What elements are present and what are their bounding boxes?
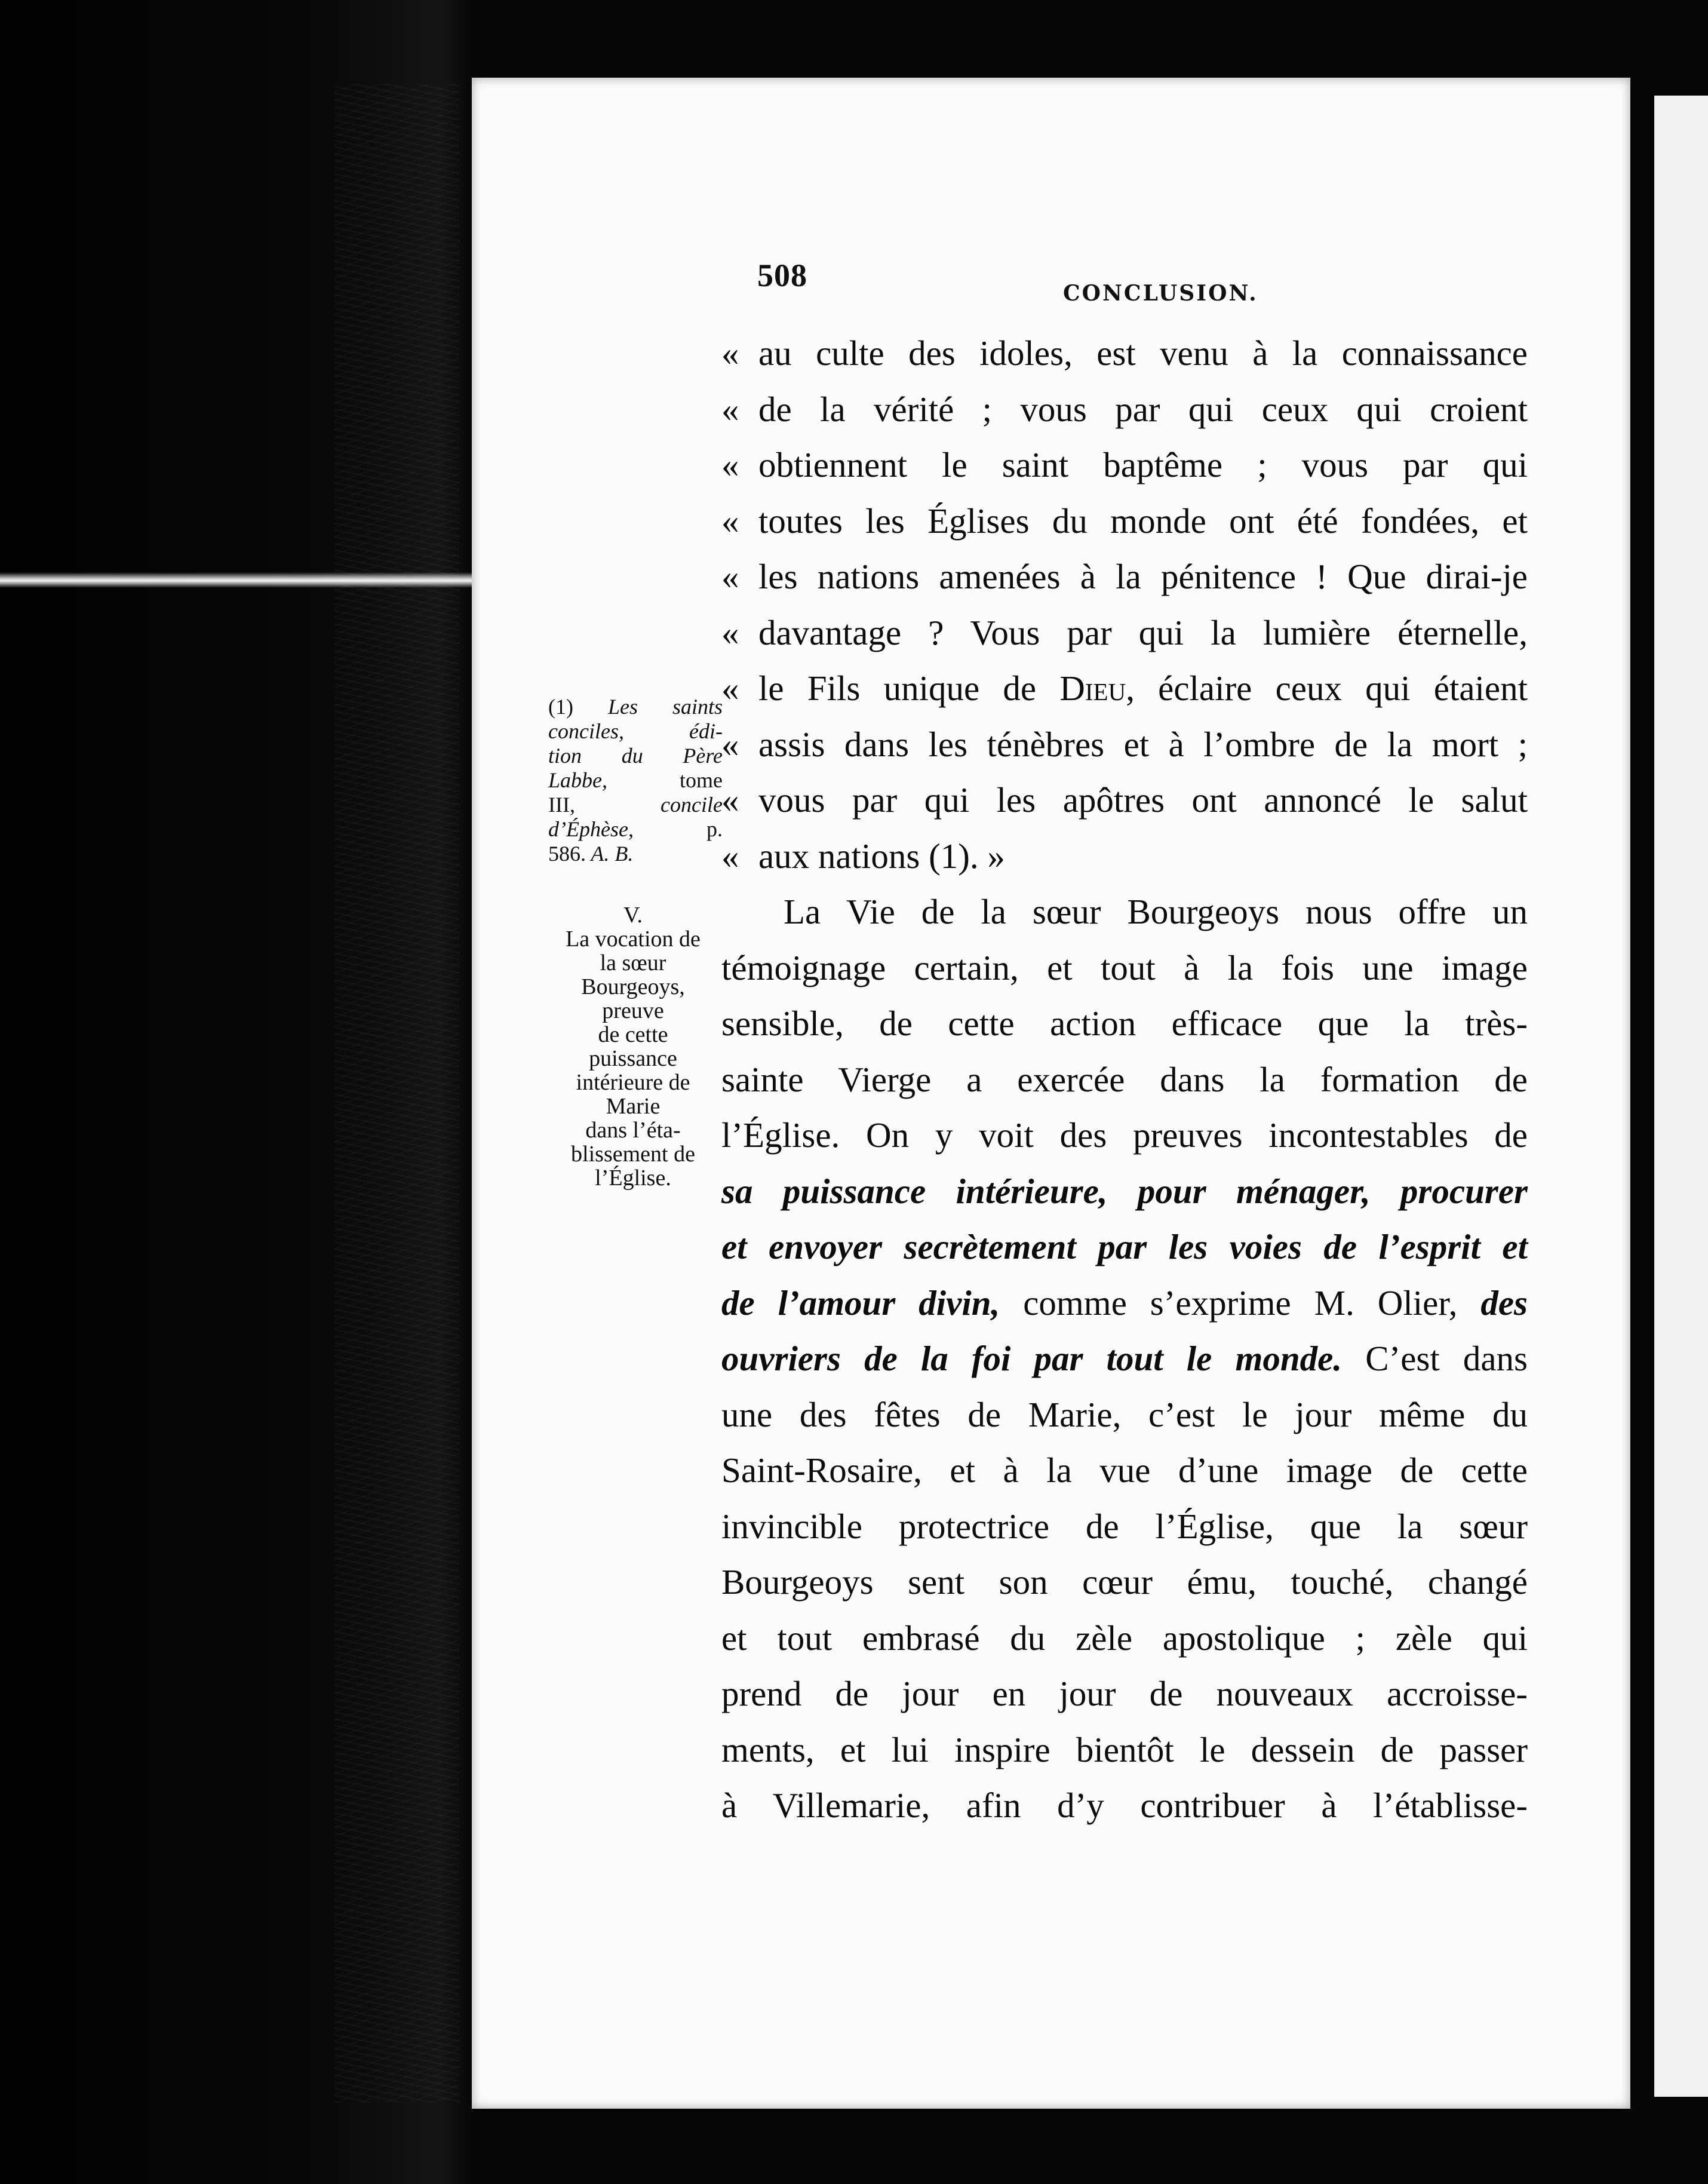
quotation-block (721, 326, 1528, 884)
paragraph-line: ments, et lui inspire bientôt le dessein de passer (721, 1729, 1528, 1769)
footnote-italic: tion du Père (548, 744, 723, 768)
paragraph-line: sensible, de cette action efficace que la très- (721, 1004, 1528, 1043)
footnote-line (548, 768, 723, 793)
paragraph-line (721, 1331, 1528, 1387)
quote-line-text: au culte des idoles, est venu à la connaissance (758, 333, 1528, 373)
italic-quotation: des (1480, 1283, 1528, 1323)
footnote-italic: d’Éphèse, (548, 817, 634, 841)
running-head: CONCLUSION. (1063, 281, 1258, 306)
quote-line-text: assis dans les ténèbres et à l’ombre de la mort ; (758, 724, 1528, 764)
footnote-italic: Les saints (573, 695, 723, 719)
quote-line (721, 717, 1528, 773)
paragraph-line: et tout embrasé du zèle apostolique ; zèle qui (721, 1618, 1528, 1658)
marginal-note-line: puissance (589, 1046, 677, 1071)
footnote-line (548, 793, 723, 817)
paragraph-line: Saint-Rosaire, et à la vue d’une image de cette (721, 1450, 1528, 1490)
book-spine-edge (334, 84, 460, 2103)
paragraph-line (721, 884, 1528, 940)
guillemet: « (721, 780, 739, 820)
quote-line-text: obtiennent le saint baptême ; vous par qui (758, 445, 1528, 484)
paragraph-line: une des fêtes de Marie, c’est le jour même du (721, 1394, 1528, 1434)
footnote-text: III, (548, 793, 575, 817)
paragraph-line (721, 1164, 1528, 1220)
guillemet: « (721, 389, 739, 429)
paragraph-line (721, 1275, 1528, 1332)
guillemet: « (721, 724, 739, 764)
quote-line-text: le Fils unique de (758, 668, 1060, 708)
guillemet: « (721, 501, 739, 541)
marginal-note-line: l’Église. (595, 1165, 671, 1191)
quote-line (721, 772, 1528, 829)
footnote-italic: Labbe, (548, 768, 607, 792)
quote-line-text: , éclaire ceux qui étaient (1126, 668, 1528, 708)
footnote-italic: conciles, édi- (548, 719, 723, 743)
quote-line-text: les nations amenées à la pénitence ! Que dirai-je (758, 557, 1528, 596)
main-text-block (721, 326, 1528, 1834)
guillemet: « (721, 612, 739, 652)
paragraph-line-text: La Vie de la sœur Bourgeoys nous offre un (784, 892, 1528, 931)
footnote-text: 586. (548, 842, 586, 866)
paragraph-line: l’Église. On y voit des preuves incontestables de (721, 1115, 1528, 1155)
paragraph-line-text: C’est dans (1342, 1339, 1528, 1378)
footnote-line (548, 719, 723, 744)
marginal-note-line: preuve (602, 998, 664, 1023)
quote-line (721, 326, 1528, 382)
marginal-note-line: Bourgeoys, (581, 974, 685, 999)
quote-line (721, 829, 1528, 885)
quote-line (721, 382, 1528, 438)
paragraph-line-text: comme s’exprime M. Olier, (1000, 1283, 1481, 1323)
paragraph-line: Bourgeoys sent son cœur ému, touché, changé (721, 1562, 1528, 1602)
paragraph-line: invincible protectrice de l’Église, que la sœur (721, 1506, 1528, 1546)
footnote-italic: A. B. (586, 842, 634, 866)
paragraph-line (721, 1219, 1528, 1275)
marginal-note-line: La vocation de (566, 927, 701, 952)
marginal-note-line: de cette (598, 1022, 668, 1047)
footnote-line (548, 817, 723, 842)
quote-line (721, 493, 1528, 550)
guillemet: « (721, 668, 739, 708)
marginal-note (543, 903, 723, 1190)
marginal-note-line: dans l’éta- (585, 1118, 681, 1143)
quote-line-text: de la vérité ; vous par qui ceux qui croient (758, 389, 1528, 429)
italic-quotation: ouvriers de la foi par tout le monde. (721, 1339, 1343, 1378)
marginal-note-line: intérieure de (576, 1070, 690, 1095)
quote-line (721, 605, 1528, 661)
marginal-note-line: V. (623, 903, 643, 928)
footnote-text: tome (607, 768, 723, 792)
footnote-line (548, 744, 723, 768)
quote-line (721, 661, 1528, 717)
paragraph-line: sainte Vierge a exercée dans la formation de (721, 1059, 1528, 1099)
guillemet: « (721, 333, 739, 373)
quote-line-text: aux nations (1). » (758, 836, 1005, 876)
body-paragraph (721, 884, 1528, 1834)
footnote-line (548, 695, 723, 719)
italic-quotation: et envoyer secrètement par les voies de l’esprit et (721, 1227, 1528, 1266)
facing-page-edge (1654, 96, 1708, 2097)
quote-line-text: toutes les Églises du monde ont été fondées, et (758, 501, 1528, 541)
small-caps-word: Dieu (1059, 668, 1126, 708)
guillemet: « (721, 836, 739, 876)
paragraph-line: témoignage certain, et tout à la fois une image (721, 947, 1528, 987)
quote-line-text: vous par qui les apôtres ont annoncé le salut (758, 780, 1528, 820)
marginal-note-line: blissement de (571, 1142, 695, 1167)
paragraph-line: à Villemarie, afin d’y contribuer à l’établisse- (721, 1786, 1528, 1825)
quote-line-text: davantage ? Vous par qui la lumière éternelle, (758, 612, 1528, 652)
italic-quotation: de l’amour divin, (721, 1283, 1000, 1323)
marginal-note-line: Marie (606, 1094, 661, 1119)
guillemet: « (721, 557, 739, 596)
page-number: 508 (757, 257, 807, 293)
quote-line (721, 437, 1528, 493)
paragraph-line: prend de jour en jour de nouveaux accroisse- (721, 1674, 1528, 1713)
scan-streak (0, 572, 478, 588)
footnote (548, 695, 723, 866)
quote-line (721, 549, 1528, 605)
guillemet: « (721, 445, 739, 484)
footnote-italic: concile (575, 793, 723, 817)
italic-quotation: sa puissance intérieure, pour ménager, procurer (721, 1171, 1528, 1211)
footnote-line (548, 842, 723, 866)
footnote-marker: (1) (548, 695, 573, 719)
marginal-note-line: la sœur (600, 950, 666, 976)
footnote-text: p. (633, 817, 723, 841)
